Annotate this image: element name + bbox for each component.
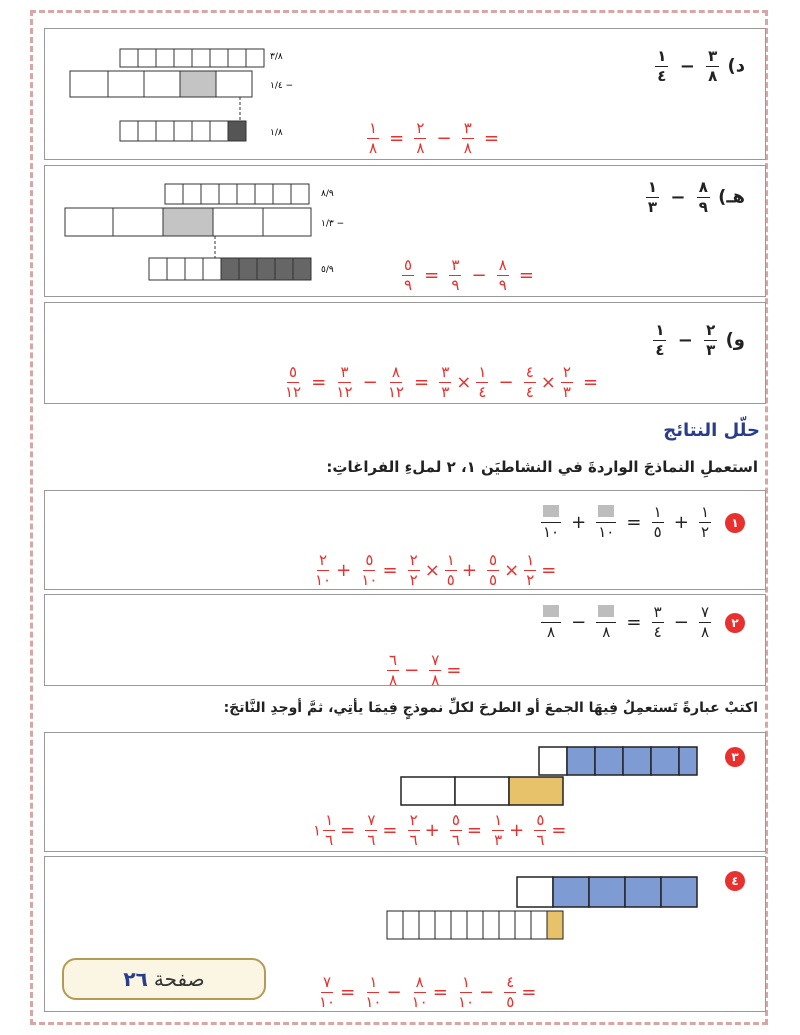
- question-2: [44, 594, 766, 689]
- svg-text:١/٨: ١/٨: [270, 128, 283, 138]
- page-label: صفحة: [153, 967, 205, 991]
- question-1: [44, 490, 766, 590]
- svg-text:٥/٩: ٥/٩: [321, 265, 334, 275]
- question-2-number: ٢: [725, 613, 745, 633]
- section-d-answer: $\frac{١}{٨}$ = $\frac{٢}{٨}$ − $\frac{٣}{٨}$ =: [369, 119, 499, 157]
- page-number: ٢٦: [123, 967, 148, 991]
- question-1-number: ١: [725, 513, 745, 533]
- section-e-answer: $\frac{٥}{٩}$ = $\frac{٣}{٩}$ − $\frac{٨}{٩}$ =: [404, 256, 534, 294]
- question-2-answer: $\frac{٦}{٨}$ − $\frac{٧}{٨}$ =: [389, 651, 462, 689]
- section-f-problem: و) $\frac{١}{٤}$ − $\frac{٢}{٣}$: [655, 321, 745, 359]
- question-3-number: ٣: [725, 747, 745, 767]
- question-2-problem: ٨ − ٨ = $\frac{٣}{٤}$ − $\frac{٧}{٨}$: [539, 605, 713, 640]
- fraction-model-q4: [385, 875, 705, 945]
- instruction-2: اكتبْ عبارةً تَستعمِلُ فِيهَا الجمعَ أو الطرحَ لكلِّ نموذجٍ فِيمَا يأتِي، ثمَّ أوجدِ النَّاتجَ:: [223, 700, 758, 716]
- page-number-box: [62, 958, 266, 1000]
- question-3: [44, 732, 766, 852]
- instruction-1: استعملِ النماذجَ الواردةَ في النشاطيَن ١، ٢ لملءِ الفراغاتِ:: [326, 458, 758, 476]
- question-1-problem: ١٠ + ١٠ = $\frac{١}{٥}$ + $\frac{١}{٢}$: [542, 503, 709, 541]
- analyze-heading: حلّل النتائج: [663, 420, 760, 441]
- section-e-problem: هـ) $\frac{١}{٣}$ − $\frac{٨}{٩}$: [647, 178, 745, 216]
- section-f-answer: $\frac{٥}{١٢}$ = $\frac{٣}{١٢}$ − $\frac{٨}{١٢}$ = $\frac{٣}{٣}$ × $\frac{١}{٤}$ − $\frac{٤}{٤}$ × $\frac{٢}{٣}$ =: [285, 363, 599, 401]
- question-1-answer: $\frac{٢}{١٠}$ + $\frac{٥}{١٠}$ = $\frac{٢}{٢}$ × $\frac{١}{٥}$ + $\frac{٥}{٥}$ × $\frac{١}{٢}$ =: [315, 551, 557, 589]
- svg-text:٣/٨: ٣/٨: [270, 52, 283, 62]
- fraction-model-e: [65, 180, 355, 290]
- section-e: [44, 165, 766, 297]
- fraction-model-q3: [399, 745, 699, 807]
- section-d-problem: د) $\frac{١}{٤}$ − $\frac{٣}{٨}$: [657, 47, 745, 85]
- question-4-answer: $\frac{٧}{١٠}$ = $\frac{١}{١٠}$ − $\frac{٨}{١٠}$ = $\frac{١}{١٠}$ − $\frac{٤}{٥}$ =: [319, 973, 537, 1011]
- question-3-answer: ١ $\frac{١}{٦}$ = $\frac{٧}{٦}$ = $\frac{٢}{٦}$ + $\frac{٥}{٦}$ = $\frac{١}{٣}$ + $\frac{٥}{٦}$ =: [313, 811, 567, 849]
- svg-text:١/٣ −: ١/٣ −: [321, 219, 345, 229]
- section-f: [44, 302, 766, 404]
- svg-text:١/٤ −: ١/٤ −: [270, 81, 294, 91]
- section-d: [44, 28, 766, 160]
- question-4-number: ٤: [725, 871, 745, 891]
- svg-text:٨/٩: ٨/٩: [321, 189, 334, 199]
- fraction-model-d: [70, 43, 294, 153]
